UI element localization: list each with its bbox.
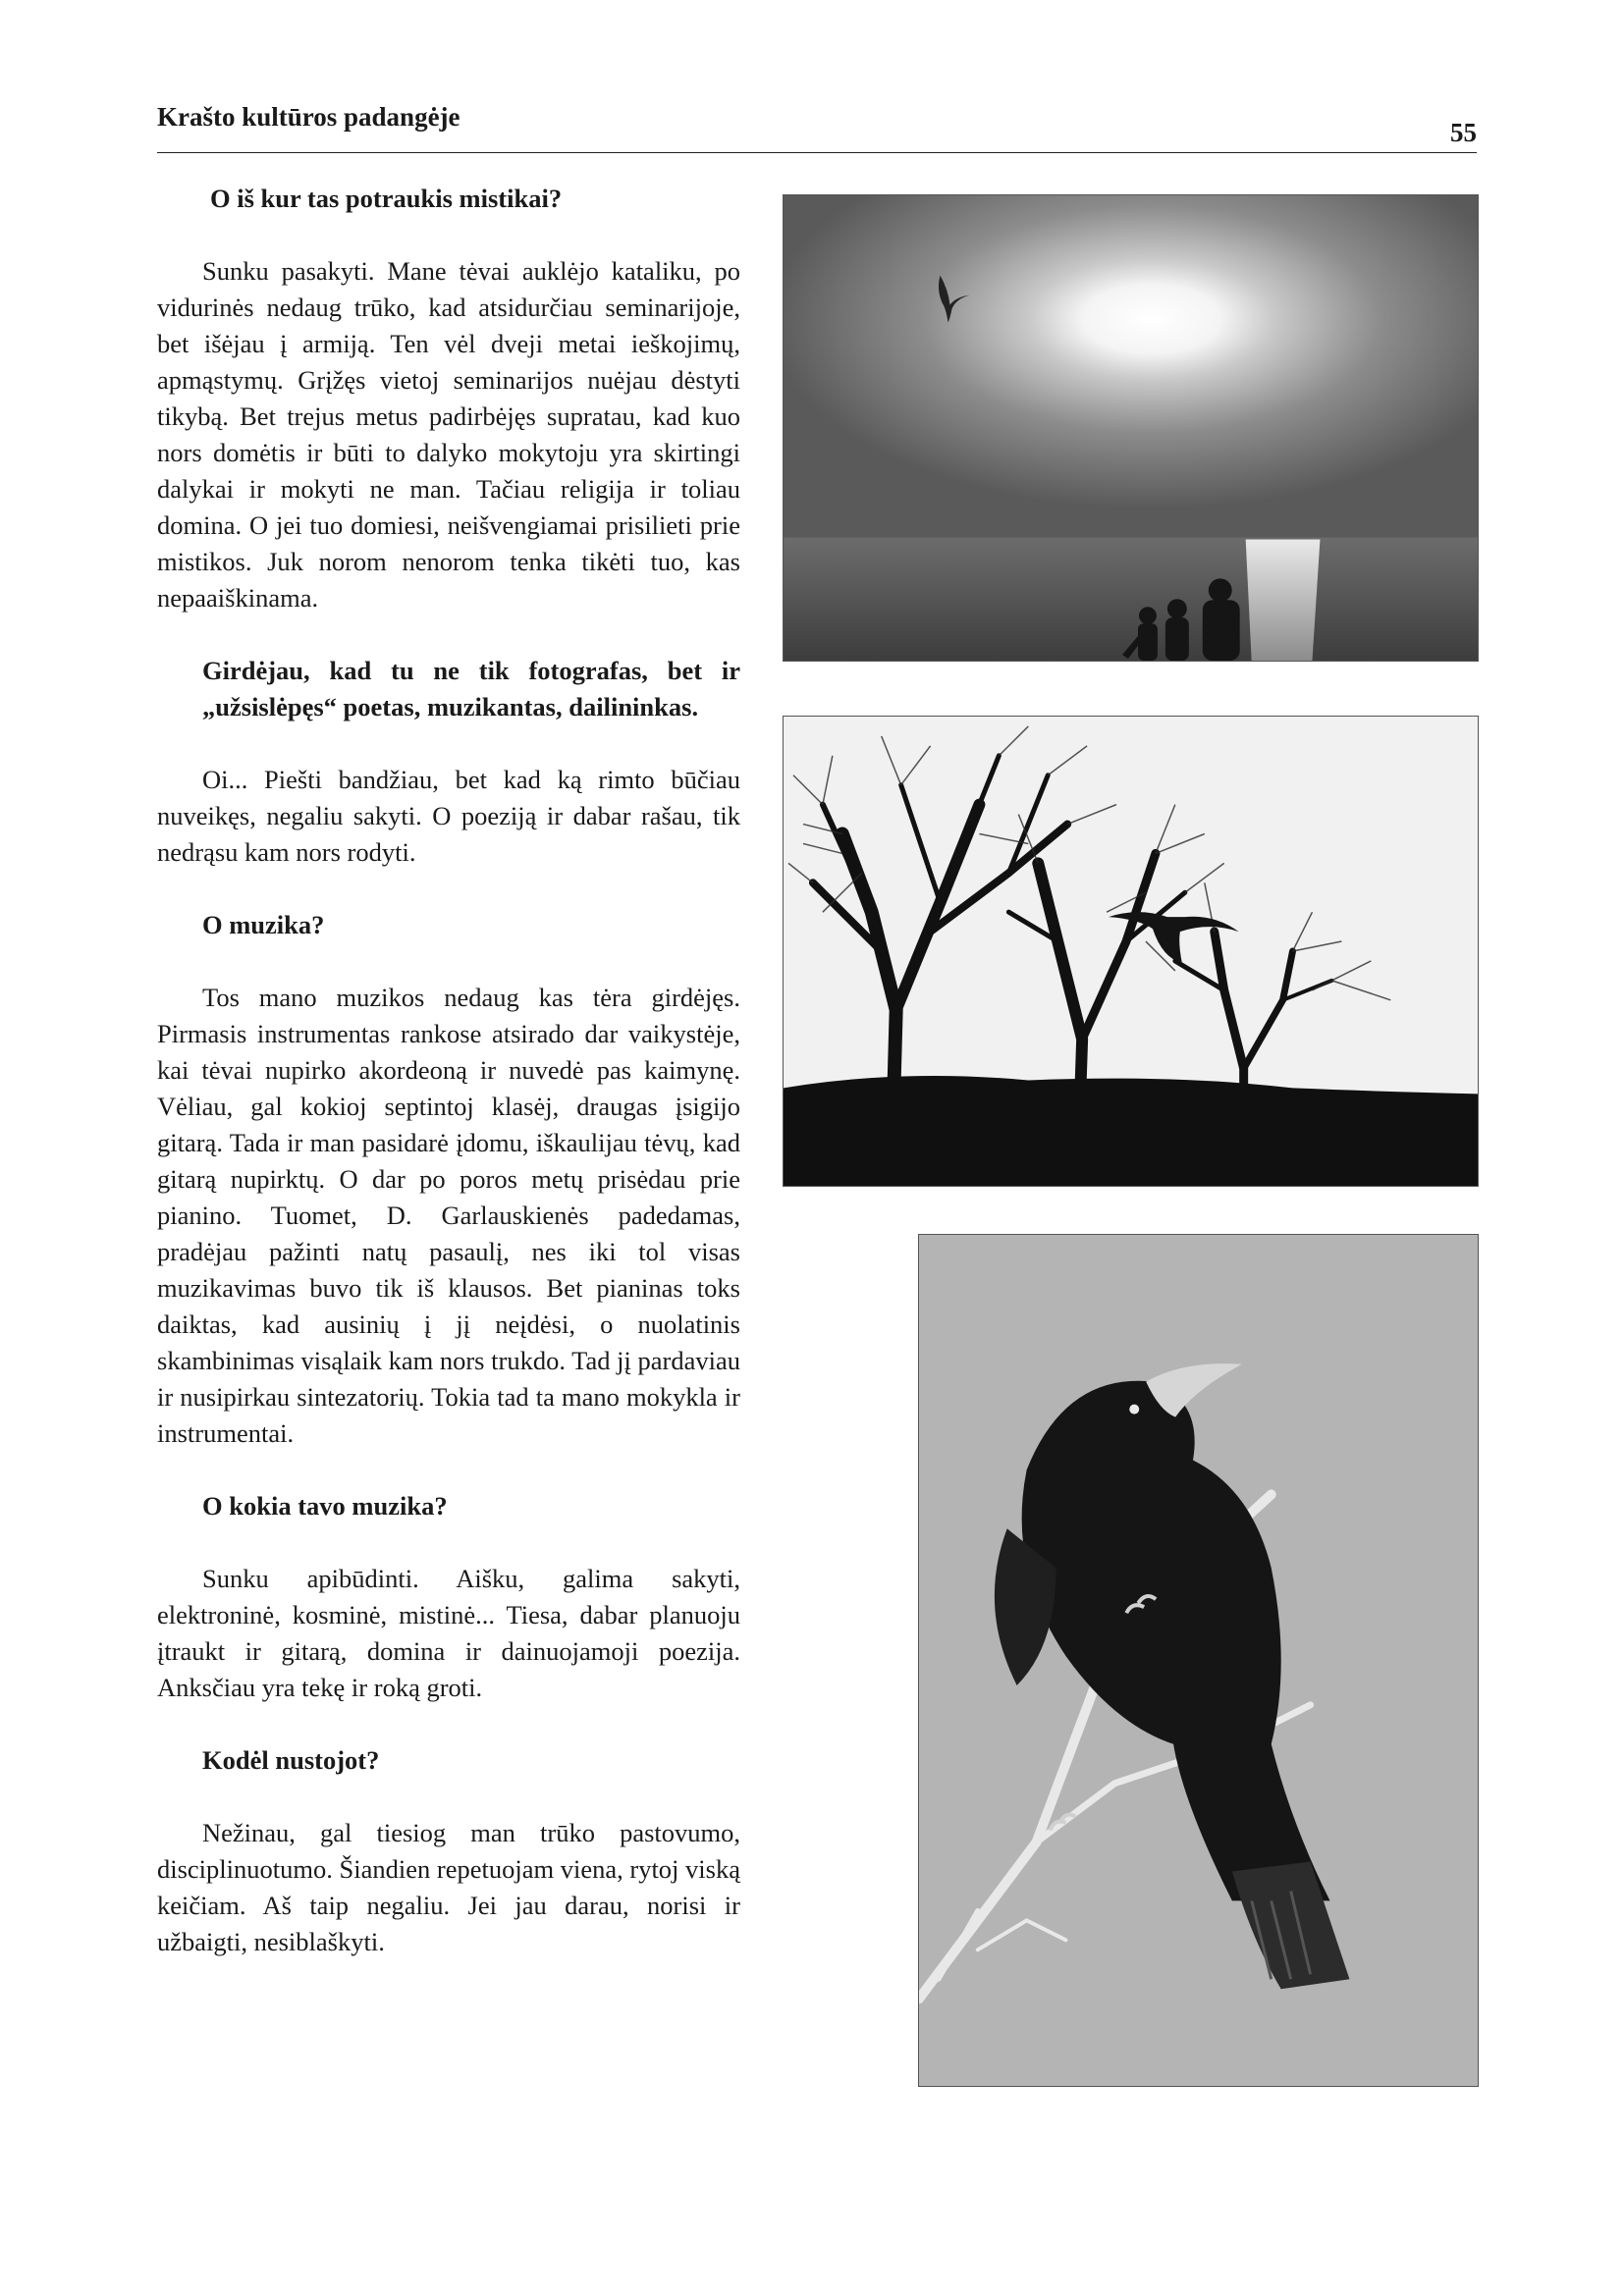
sunset-sea-photo	[783, 194, 1479, 662]
answer-paragraph: Sunku apibūdinti. Aišku, galima sakyti, elektroninė, kosminė, mistinė... Tiesa, dabar planuoju įtraukt ir gitarą, domina ir dainuojamoji poezija. Anksčiau yra tekę ir roką groti.	[157, 1564, 740, 1702]
question-heading: O iš kur tas potraukis mistikai?	[210, 184, 563, 213]
answer-paragraph: Sunku pasakyti. Mane tėvai auklėjo kataliku, po vidurinės nedaug trūko, kad atsidurčiau seminarijoje, bet išėjau į armiją. Ten vėl dveji metai ieškojimų, apmąstymų. Grįžęs vietoj seminarijos nuėjau dėstyti tikybą. Bet trejus metus padirbėjęs supratau, kad kuo nors domėtis ir būti to dalyko mokytoju yra skirtingi dalykai ir mokyti ne man. Tačiau religija ir toliau domina. O jei tuo domiesi, neišvengiamai prisilieti prie mistikos. Juk norom nenorom tenka tikėti tuo, kas nepaaiškinama.	[157, 256, 740, 613]
rook-eye	[1129, 1405, 1139, 1415]
question-heading: O kokia tavo muzika?	[202, 1491, 448, 1521]
question-heading: O muzika?	[202, 910, 325, 939]
rook-on-branch-photo	[918, 1234, 1479, 2087]
answer-paragraph: Tos mano muzikos nedaug kas tėra girdėjęs. Pirmasis instrumentas rankose atsirado dar vaikystėje, kai tėvai nupirko akordeoną ir nuvedė pas kaimynę. Vėliau, gal kokioj septintoj klasėj, draugas įsigijo gitarą. Tada ir man pasidarė įdomu, iškaulijau tėvų, kad gitarą nupirktų. O dar po poros metų prisėdau prie pianino. Tuomet, D. Garlauskienės padedamas, pradėjau pažinti natų pasaulį, nes iki tol visas muzikavimas buvo tik iš klausos. Bet pianinas toks daiktas, kad ausinių į jį neįdėsi, o nuolatinis skambinimas visąlaik kam nors trukdo. Tad jį pardaviau ir nusipirkau sintezatorių. Tokia tad ta mano mokykla ir instrumentai.	[157, 983, 740, 1448]
interview-text-column	[157, 181, 740, 1960]
answer-paragraph: Oi... Piešti bandžiau, bet kad ką rimto būčiau nuveikęs, negaliu sakyti. O poeziją ir dabar rašau, tik nedrąsu kam nors rodyti.	[157, 765, 740, 867]
question-heading: Girdėjau, kad tu ne tik fotografas, bet ir „užsislėpęs“ poetas, muzikantas, dailininkas.	[202, 656, 740, 721]
sky	[784, 195, 1478, 540]
sun-reflection	[1246, 540, 1321, 661]
sea	[784, 538, 1478, 661]
question-heading: Kodėl nustojot?	[202, 1745, 380, 1775]
ground-bushes	[784, 1076, 1478, 1186]
running-head-title: Krašto kultūros padangėje	[157, 102, 460, 132]
header-rule	[157, 152, 1477, 153]
answer-paragraph: Nežinau, gal tiesiog man trūko pastovumo, disciplinuotumo. Šiandien repetuojam viena, rytoj viską keičiam. Aš taip negaliu. Jei jau darau, norisi ir užbaigti, nesiblaškyti.	[157, 1818, 740, 1956]
trees-stork-photo	[783, 716, 1479, 1187]
page-number: 55	[1450, 118, 1477, 147]
